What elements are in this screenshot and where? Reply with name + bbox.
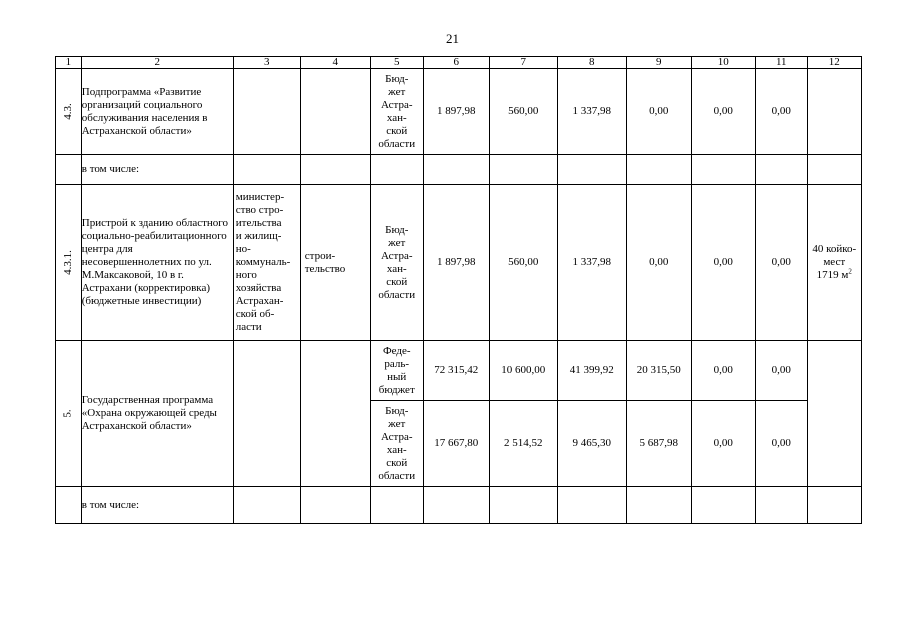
empty-cell bbox=[755, 155, 807, 185]
header-row bbox=[56, 57, 862, 69]
value-cell: 20 315,50 bbox=[626, 341, 691, 401]
table-row bbox=[56, 487, 862, 524]
header-cell: 4 bbox=[300, 57, 370, 69]
value-cell: 10 600,00 bbox=[489, 341, 557, 401]
note-cell bbox=[807, 69, 861, 155]
row-number: 4.3.1. bbox=[61, 250, 74, 275]
value-cell: 560,00 bbox=[489, 185, 557, 341]
header-cell: 1 bbox=[56, 57, 82, 69]
value-cell: 0,00 bbox=[691, 401, 755, 487]
row-number: 5. bbox=[61, 409, 74, 418]
table-row bbox=[56, 155, 862, 185]
value-cell: 1 337,98 bbox=[557, 185, 626, 341]
value-cell: 0,00 bbox=[626, 185, 691, 341]
funding-source-cell: Бюд- жет Астра- хан- ской области bbox=[370, 185, 423, 341]
header-cell: 10 bbox=[691, 57, 755, 69]
capacity-note-cell bbox=[807, 185, 861, 341]
row-number-cell bbox=[56, 69, 82, 155]
value-cell: 72 315,42 bbox=[423, 341, 489, 401]
empty-cell bbox=[557, 155, 626, 185]
value-cell: 0,00 bbox=[755, 185, 807, 341]
including-label: в том числе: bbox=[81, 155, 233, 185]
empty-cell bbox=[233, 155, 300, 185]
empty-cell bbox=[300, 487, 370, 524]
header-cell: 9 bbox=[626, 57, 691, 69]
funding-source-cell: Бюд- жет Астра- хан- ской области bbox=[370, 401, 423, 487]
empty-cell bbox=[691, 155, 755, 185]
empty-cell bbox=[557, 487, 626, 524]
program-name-cell: Государственная программа «Охрана окружающей среды Астраханской области» bbox=[81, 341, 233, 487]
object-name-cell: Пристрой к зданию областного социально-реабилитационного центра для несовершеннолетних по ул. М.Максаковой, 10 в г. Астрахани (корректировка) (бюджетные инвестиции) bbox=[81, 185, 233, 341]
value-cell: 0,00 bbox=[755, 341, 807, 401]
header-cell: 7 bbox=[489, 57, 557, 69]
value-cell: 0,00 bbox=[755, 69, 807, 155]
empty-cell bbox=[423, 155, 489, 185]
empty-cell bbox=[489, 487, 557, 524]
empty-cell bbox=[370, 487, 423, 524]
program-name-cell: Подпрограмма «Развитие организаций социального обслуживания населения в Астраханской области» bbox=[81, 69, 233, 155]
value-cell: 41 399,92 bbox=[557, 341, 626, 401]
work-type-cell bbox=[300, 69, 370, 155]
empty-cell bbox=[626, 155, 691, 185]
value-cell: 560,00 bbox=[489, 69, 557, 155]
empty-cell bbox=[489, 155, 557, 185]
empty-cell bbox=[755, 487, 807, 524]
area-unit-superscript: 2 bbox=[848, 267, 852, 276]
value-cell: 17 667,80 bbox=[423, 401, 489, 487]
value-cell: 1 897,98 bbox=[423, 185, 489, 341]
header-cell: 8 bbox=[557, 57, 626, 69]
header-cell: 3 bbox=[233, 57, 300, 69]
empty-cell bbox=[233, 487, 300, 524]
header-cell: 2 bbox=[81, 57, 233, 69]
header-cell: 5 bbox=[370, 57, 423, 69]
budget-table bbox=[55, 56, 862, 524]
value-cell: 0,00 bbox=[691, 69, 755, 155]
value-cell: 0,00 bbox=[626, 69, 691, 155]
value-cell: 0,00 bbox=[755, 401, 807, 487]
empty-cell bbox=[423, 487, 489, 524]
table-row bbox=[56, 69, 862, 155]
empty-cell bbox=[807, 155, 861, 185]
header-cell: 12 bbox=[807, 57, 861, 69]
empty-cell bbox=[370, 155, 423, 185]
value-cell: 9 465,30 bbox=[557, 401, 626, 487]
empty-cell bbox=[56, 487, 82, 524]
work-type-cell: строи- тельство bbox=[300, 185, 370, 341]
executor-cell: министер- ство стро- ительства и жилищ- но- коммуналь- ного хозяйства Астрахан- ской об- ласти bbox=[233, 185, 300, 341]
executor-cell bbox=[233, 69, 300, 155]
table-row bbox=[56, 185, 862, 341]
value-cell: 5 687,98 bbox=[626, 401, 691, 487]
funding-source-cell: Феде- раль- ный бюджет bbox=[370, 341, 423, 401]
value-cell: 0,00 bbox=[691, 185, 755, 341]
empty-cell bbox=[626, 487, 691, 524]
empty-cell bbox=[807, 487, 861, 524]
empty-cell bbox=[233, 341, 300, 487]
capacity-note: 40 койко- мест 1719 м bbox=[812, 243, 857, 281]
empty-cell bbox=[56, 155, 82, 185]
header-cell: 11 bbox=[755, 57, 807, 69]
value-cell: 1 337,98 bbox=[557, 69, 626, 155]
table-row bbox=[56, 341, 862, 401]
page-number: 21 bbox=[446, 31, 459, 46]
empty-cell bbox=[300, 155, 370, 185]
including-label: в том числе: bbox=[81, 487, 233, 524]
empty-cell bbox=[691, 487, 755, 524]
row-number-cell bbox=[56, 185, 82, 341]
row-number: 4.3. bbox=[61, 103, 74, 120]
header-cell: 6 bbox=[423, 57, 489, 69]
value-cell: 2 514,52 bbox=[489, 401, 557, 487]
value-cell: 1 897,98 bbox=[423, 69, 489, 155]
value-cell: 0,00 bbox=[691, 341, 755, 401]
empty-cell bbox=[807, 341, 861, 487]
row-number-cell bbox=[56, 341, 82, 487]
empty-cell bbox=[300, 341, 370, 487]
funding-source-cell: Бюд- жет Астра- хан- ской области bbox=[370, 69, 423, 155]
